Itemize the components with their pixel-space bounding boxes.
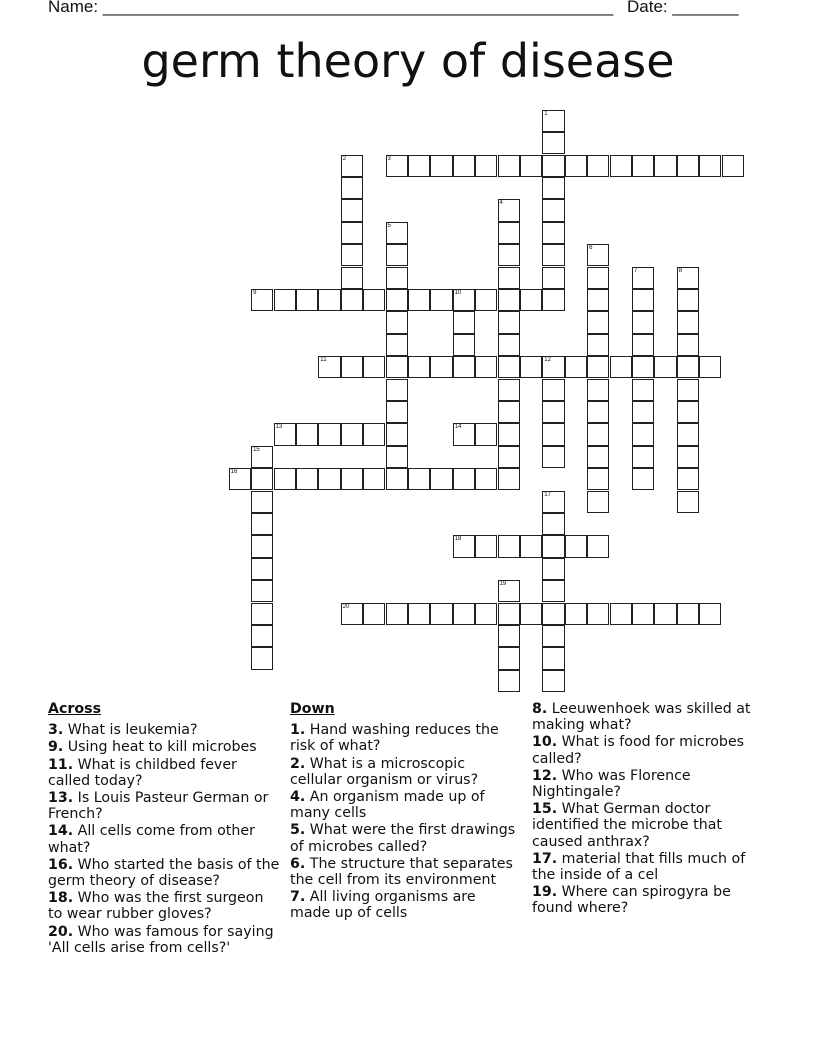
clue-number: 12 <box>544 357 551 364</box>
crossword-cell[interactable] <box>565 603 587 625</box>
crossword-cell[interactable] <box>565 535 587 557</box>
crossword-cell[interactable] <box>408 603 430 625</box>
crossword-cell[interactable] <box>296 289 318 311</box>
clue-item <box>290 889 516 921</box>
clue-item <box>48 857 280 889</box>
crossword-cell[interactable] <box>251 491 273 513</box>
crossword-cell[interactable] <box>677 379 699 401</box>
crossword-cell[interactable] <box>498 334 520 356</box>
across-clues-column <box>48 701 280 957</box>
crossword-cell[interactable] <box>386 446 408 468</box>
crossword-cell[interactable] <box>363 356 385 378</box>
crossword-cell[interactable] <box>498 580 520 602</box>
crossword-cell[interactable] <box>498 670 520 692</box>
crossword-cell[interactable] <box>453 356 475 378</box>
crossword-cell[interactable] <box>386 244 408 266</box>
crossword-cell[interactable] <box>542 110 564 132</box>
crossword-cell[interactable] <box>520 289 542 311</box>
clue-item <box>532 801 768 850</box>
crossword-cell[interactable] <box>498 222 520 244</box>
clue-item-number: 8. <box>532 701 548 717</box>
crossword-cell[interactable] <box>498 155 520 177</box>
crossword-cell[interactable] <box>318 356 340 378</box>
crossword-cell[interactable] <box>565 356 587 378</box>
clue-number: 5 <box>387 222 391 229</box>
crossword-cell[interactable] <box>542 625 564 647</box>
crossword-cell[interactable] <box>632 311 654 333</box>
across-clue-list <box>48 722 280 956</box>
crossword-cell[interactable] <box>542 222 564 244</box>
crossword-cell[interactable] <box>722 155 744 177</box>
clue-item <box>48 924 280 956</box>
crossword-cell[interactable] <box>453 334 475 356</box>
across-heading: Across <box>48 701 102 717</box>
crossword-cell[interactable] <box>610 155 632 177</box>
clue-item-number: 18. <box>48 890 74 907</box>
clue-item <box>290 856 516 888</box>
crossword-cell[interactable] <box>610 356 632 378</box>
crossword-cell[interactable] <box>542 513 564 535</box>
clue-item-text: Hand washing reduces the risk of what? <box>290 722 499 755</box>
date-field-label: Date: _______ <box>627 0 739 16</box>
clue-item-text: All living organisms are made up of cells <box>290 889 476 922</box>
clue-number: 14 <box>454 424 462 431</box>
crossword-cell[interactable] <box>341 244 363 266</box>
crossword-cell[interactable] <box>475 535 497 557</box>
clue-number: 18 <box>454 536 462 543</box>
crossword-cell[interactable] <box>677 603 699 625</box>
crossword-cell[interactable] <box>610 603 632 625</box>
clue-item <box>48 890 280 922</box>
crossword-cell[interactable] <box>251 289 273 311</box>
crossword-cell[interactable] <box>632 267 654 289</box>
clue-item-text: Leeuwenhoek was skilled at making what? <box>532 701 751 734</box>
crossword-cell[interactable] <box>251 647 273 669</box>
clue-item-number: 3. <box>48 722 64 739</box>
crossword-cell[interactable] <box>587 334 609 356</box>
crossword-cell[interactable] <box>520 155 542 177</box>
crossword-cell[interactable] <box>229 468 251 490</box>
crossword-cell[interactable] <box>453 603 475 625</box>
crossword-cell[interactable] <box>587 401 609 423</box>
clue-item-text: Using heat to kill microbes <box>63 739 257 756</box>
clue-item <box>532 884 768 916</box>
crossword-cell[interactable] <box>542 289 564 311</box>
clue-number: 16 <box>230 469 238 476</box>
crossword-cell[interactable] <box>386 334 408 356</box>
crossword-cell[interactable] <box>677 356 699 378</box>
crossword-cell[interactable] <box>251 513 273 535</box>
crossword-cell[interactable] <box>251 446 273 468</box>
clue-item <box>532 734 768 766</box>
crossword-cell[interactable] <box>386 222 408 244</box>
crossword-cell[interactable] <box>587 468 609 490</box>
crossword-cell[interactable] <box>587 535 609 557</box>
clue-number: 13 <box>275 424 283 431</box>
clue-item-number: 20. <box>48 923 74 940</box>
crossword-cell[interactable] <box>587 356 609 378</box>
clue-item-number: 2. <box>290 755 306 772</box>
crossword-cell[interactable] <box>632 356 654 378</box>
crossword-cell[interactable] <box>587 423 609 445</box>
crossword-cell[interactable] <box>699 155 721 177</box>
crossword-cell[interactable] <box>430 155 452 177</box>
crossword-cell[interactable] <box>475 468 497 490</box>
crossword-cell[interactable] <box>498 199 520 221</box>
crossword-cell[interactable] <box>341 199 363 221</box>
crossword-cell[interactable] <box>498 289 520 311</box>
crossword-cell[interactable] <box>542 379 564 401</box>
clue-item <box>290 789 516 821</box>
clue-item <box>48 823 280 855</box>
crossword-cell[interactable] <box>274 468 296 490</box>
crossword-cell[interactable] <box>341 468 363 490</box>
crossword-cell[interactable] <box>632 379 654 401</box>
crossword-cell[interactable] <box>318 289 340 311</box>
crossword-cell[interactable] <box>677 468 699 490</box>
crossword-cell[interactable] <box>498 647 520 669</box>
crossword-cell[interactable] <box>341 177 363 199</box>
crossword-cell[interactable] <box>318 423 340 445</box>
down-clue-list <box>290 722 516 921</box>
clue-item-number: 10. <box>532 734 558 751</box>
clue-number: 9 <box>253 289 257 296</box>
crossword-cell[interactable] <box>430 356 452 378</box>
clue-number: 6 <box>589 245 593 252</box>
crossword-cell[interactable] <box>542 446 564 468</box>
crossword-cell[interactable] <box>632 446 654 468</box>
crossword-cell[interactable] <box>475 155 497 177</box>
crossword-cell[interactable] <box>318 468 340 490</box>
crossword-cell[interactable] <box>542 491 564 513</box>
clue-item-text: Who was Florence Nightingale? <box>532 767 691 801</box>
down-clues-column-continued <box>532 701 768 918</box>
crossword-cell[interactable] <box>677 311 699 333</box>
crossword-cell[interactable] <box>699 356 721 378</box>
crossword-cell[interactable] <box>386 311 408 333</box>
down-heading: Down <box>290 701 335 717</box>
crossword-cell[interactable] <box>677 155 699 177</box>
crossword-cell[interactable] <box>542 155 564 177</box>
crossword-cell[interactable] <box>542 670 564 692</box>
crossword-cell[interactable] <box>542 580 564 602</box>
crossword-cell[interactable] <box>654 603 676 625</box>
clue-item-text: Who was the first surgeon to wear rubber gloves? <box>48 890 264 923</box>
clue-item-number: 9. <box>48 739 64 756</box>
crossword-cell[interactable] <box>251 580 273 602</box>
crossword-cell[interactable] <box>498 356 520 378</box>
clue-number: 17 <box>544 491 551 498</box>
crossword-cell[interactable] <box>677 334 699 356</box>
clue-item-text: Who was famous for saying 'All cells arise from cells?' <box>48 923 274 956</box>
crossword-cell[interactable] <box>386 289 408 311</box>
clue-item <box>290 822 516 854</box>
clue-item-number: 14. <box>48 823 74 840</box>
crossword-cell[interactable] <box>542 603 564 625</box>
crossword-cell[interactable] <box>632 423 654 445</box>
clue-item-text: What is a microscopic cellular organism or virus? <box>290 755 479 788</box>
crossword-cell[interactable] <box>587 289 609 311</box>
clue-item-text: What is food for microbes called? <box>532 734 745 767</box>
crossword-cell[interactable] <box>542 244 564 266</box>
crossword-cell[interactable] <box>520 603 542 625</box>
crossword-cell[interactable] <box>341 423 363 445</box>
name-field-label: Name: ______________________________________________________ <box>48 0 614 16</box>
crossword-cell[interactable] <box>587 267 609 289</box>
clue-number: 10 <box>454 289 462 296</box>
crossword-cell[interactable] <box>408 356 430 378</box>
crossword-cell[interactable] <box>587 379 609 401</box>
crossword-cell[interactable] <box>654 155 676 177</box>
crossword-cell[interactable] <box>430 289 452 311</box>
clue-item <box>290 756 516 788</box>
crossword-cell[interactable] <box>386 379 408 401</box>
crossword-cell[interactable] <box>453 289 475 311</box>
crossword-cell[interactable] <box>453 155 475 177</box>
crossword-cell[interactable] <box>341 222 363 244</box>
crossword-cell[interactable] <box>587 155 609 177</box>
crossword-cell[interactable] <box>251 535 273 557</box>
clue-item-number: 13. <box>48 790 74 807</box>
clue-number: 7 <box>633 267 638 274</box>
crossword-cell[interactable] <box>677 289 699 311</box>
crossword-cell[interactable] <box>408 289 430 311</box>
crossword-cell[interactable] <box>498 379 520 401</box>
crossword-cell[interactable] <box>453 423 475 445</box>
crossword-cell[interactable] <box>296 423 318 445</box>
crossword-cell[interactable] <box>498 603 520 625</box>
crossword-cell[interactable] <box>251 603 273 625</box>
clue-item <box>48 757 280 789</box>
crossword-cell[interactable] <box>542 267 564 289</box>
crossword-cell[interactable] <box>677 446 699 468</box>
crossword-cell[interactable] <box>587 603 609 625</box>
crossword-cell[interactable] <box>296 468 318 490</box>
clue-item <box>48 790 280 822</box>
crossword-cell[interactable] <box>632 289 654 311</box>
crossword-cell[interactable] <box>453 311 475 333</box>
crossword-cell[interactable] <box>341 289 363 311</box>
crossword-cell[interactable] <box>453 468 475 490</box>
crossword-cell[interactable] <box>386 267 408 289</box>
crossword-cell[interactable] <box>632 334 654 356</box>
crossword-cell[interactable] <box>251 558 273 580</box>
clue-item-number: 16. <box>48 856 74 873</box>
crossword-cell[interactable] <box>498 625 520 647</box>
clue-number: 19 <box>499 581 507 588</box>
crossword-cell[interactable] <box>542 199 564 221</box>
clue-item <box>48 722 280 738</box>
clue-item-text: What is childbed fever called today? <box>48 756 237 789</box>
crossword-cell[interactable] <box>498 423 520 445</box>
crossword-cell[interactable] <box>363 423 385 445</box>
puzzle-title: germ theory of disease <box>141 34 675 88</box>
crossword-cell[interactable] <box>498 446 520 468</box>
clue-item-number: 15. <box>532 801 558 818</box>
clue-number: 2 <box>342 155 347 162</box>
clue-number: 3 <box>387 155 391 162</box>
clue-item-text: Who started the basis of the germ theory of disease? <box>48 856 280 890</box>
crossword-cell[interactable] <box>542 647 564 669</box>
clue-item <box>48 739 280 755</box>
crossword-cell[interactable] <box>498 267 520 289</box>
clue-item-text: material that fills much of the inside of a cel <box>532 850 746 884</box>
crossword-cell[interactable] <box>677 423 699 445</box>
crossword-cell[interactable] <box>475 603 497 625</box>
crossword-cell[interactable] <box>408 155 430 177</box>
crossword-cell[interactable] <box>632 155 654 177</box>
clue-number: 20 <box>342 603 350 610</box>
clue-number: 4 <box>499 200 503 207</box>
clue-item-text: What is leukemia? <box>63 722 198 739</box>
clue-item-text: What were the first drawings of microbes called? <box>290 822 516 855</box>
crossword-cell[interactable] <box>542 132 564 154</box>
crossword-cell[interactable] <box>542 401 564 423</box>
crossword-cell[interactable] <box>542 535 564 557</box>
clue-item-text: Is Louis Pasteur German or French? <box>48 790 269 823</box>
crossword-cell[interactable] <box>520 535 542 557</box>
clue-item-number: 1. <box>290 722 306 739</box>
clue-number: 1 <box>544 110 548 117</box>
crossword-cell[interactable] <box>386 603 408 625</box>
clue-number: 8 <box>678 267 683 274</box>
crossword-cell[interactable] <box>341 356 363 378</box>
crossword-cell[interactable] <box>386 155 408 177</box>
crossword-cell[interactable] <box>498 535 520 557</box>
crossword-cell[interactable] <box>498 401 520 423</box>
clue-item-text: What German doctor identified the microbe that caused anthrax? <box>532 801 722 850</box>
clue-item-number: 12. <box>532 767 558 784</box>
clue-item-number: 6. <box>290 855 306 872</box>
clue-item-text: Where can spirogyra be found where? <box>532 884 731 917</box>
crossword-cell[interactable] <box>587 311 609 333</box>
clue-number: 11 <box>320 357 327 364</box>
crossword-cell[interactable] <box>677 491 699 513</box>
crossword-cell[interactable] <box>341 267 363 289</box>
crossword-cell[interactable] <box>386 401 408 423</box>
crossword-cell[interactable] <box>251 625 273 647</box>
clue-item-text: All cells come from other what? <box>48 823 255 856</box>
crossword-cell[interactable] <box>475 289 497 311</box>
crossword-cell[interactable] <box>386 468 408 490</box>
crossword-cell[interactable] <box>542 356 564 378</box>
crossword-cell[interactable] <box>363 603 385 625</box>
crossword-cell[interactable] <box>520 356 542 378</box>
clue-item-number: 4. <box>290 789 306 806</box>
clue-item-number: 19. <box>532 884 558 901</box>
clue-item-number: 7. <box>290 889 306 906</box>
crossword-cell[interactable] <box>632 603 654 625</box>
crossword-cell[interactable] <box>542 558 564 580</box>
crossword-cell[interactable] <box>341 603 363 625</box>
crossword-cell[interactable] <box>430 603 452 625</box>
clue-item-text: An organism made up of many cells <box>290 789 485 822</box>
down-clue-list-continued <box>532 701 768 917</box>
crossword-cell[interactable] <box>542 423 564 445</box>
crossword-cell[interactable] <box>654 356 676 378</box>
crossword-cell[interactable] <box>408 468 430 490</box>
crossword-cell[interactable] <box>475 423 497 445</box>
clue-number: 15 <box>253 446 260 453</box>
clue-item <box>532 701 768 733</box>
crossword-cell[interactable] <box>587 491 609 513</box>
crossword-cell[interactable] <box>274 289 296 311</box>
crossword-cell[interactable] <box>251 468 273 490</box>
crossword-cell[interactable] <box>632 401 654 423</box>
crossword-cell[interactable] <box>632 468 654 490</box>
crossword-cell[interactable] <box>587 446 609 468</box>
clue-item-text: The structure that separates the cell from its environment <box>290 855 513 889</box>
clue-item-number: 17. <box>532 850 558 867</box>
crossword-cell[interactable] <box>498 244 520 266</box>
crossword-cell[interactable] <box>677 267 699 289</box>
crossword-cell[interactable] <box>363 468 385 490</box>
crossword-cell[interactable] <box>587 244 609 266</box>
crossword-cell[interactable] <box>498 311 520 333</box>
crossword-cell[interactable] <box>699 603 721 625</box>
crossword-cell[interactable] <box>498 468 520 490</box>
clue-item-number: 11. <box>48 756 74 773</box>
clue-item <box>532 768 768 800</box>
crossword-cell[interactable] <box>430 468 452 490</box>
crossword-cell[interactable] <box>274 423 296 445</box>
crossword-cell[interactable] <box>542 177 564 199</box>
crossword-cell[interactable] <box>565 155 587 177</box>
down-clues-column <box>290 701 516 923</box>
crossword-cell[interactable] <box>475 356 497 378</box>
clue-item <box>532 851 768 883</box>
crossword-cell[interactable] <box>453 535 475 557</box>
crossword-cell[interactable] <box>363 289 385 311</box>
crossword-cell[interactable] <box>341 155 363 177</box>
clue-item <box>290 722 516 754</box>
clue-item-number: 5. <box>290 822 306 839</box>
crossword-cell[interactable] <box>386 356 408 378</box>
crossword-cell[interactable] <box>677 401 699 423</box>
crossword-cell[interactable] <box>386 423 408 445</box>
